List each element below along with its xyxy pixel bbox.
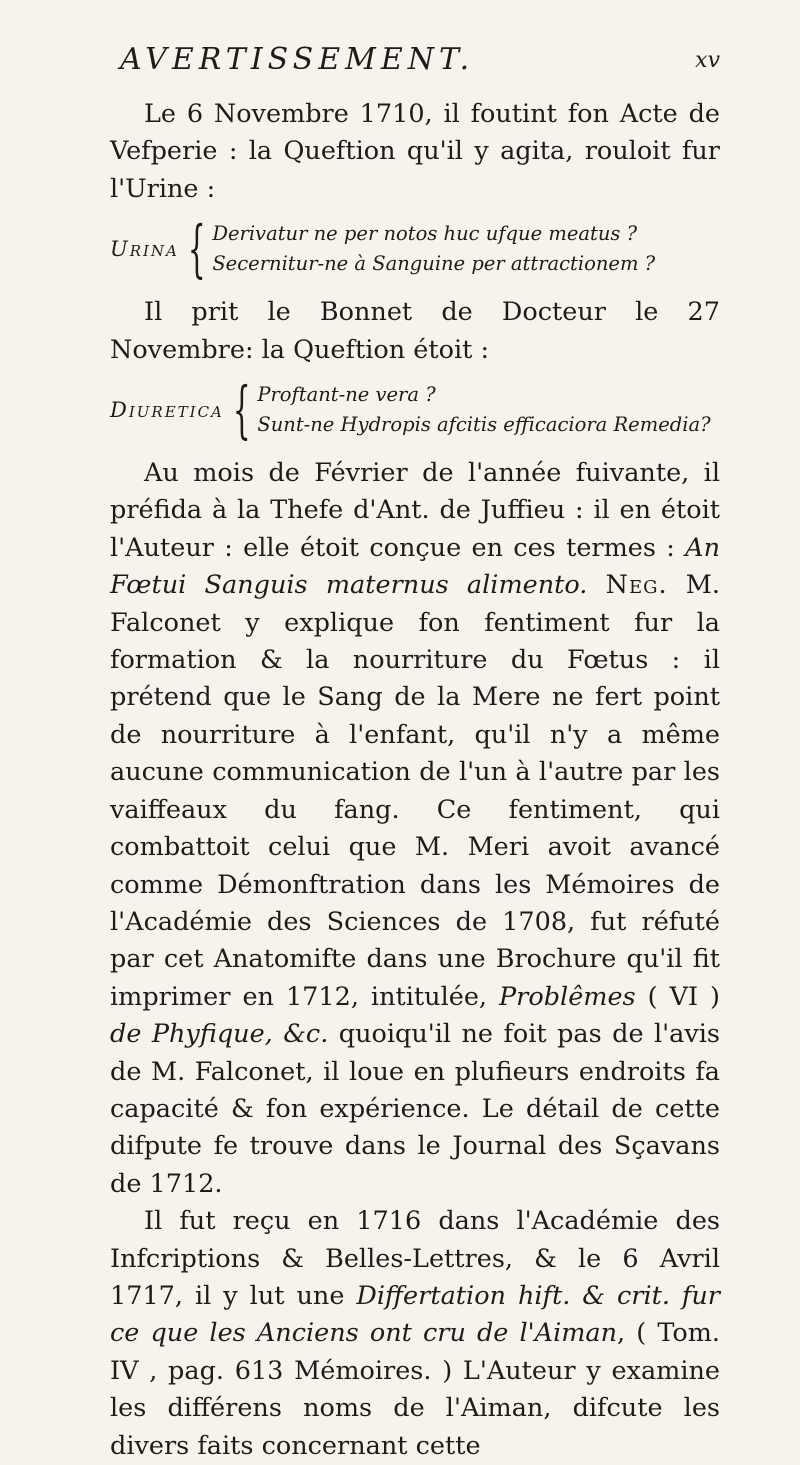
- question-line: Secernitur-ne à Sanguine per attractionem ?: [212, 252, 656, 276]
- question-line: Sunt-ne Hydropis afcitis efficaciora Remedia?: [257, 413, 711, 437]
- brace-lines: [212, 219, 655, 279]
- text-run: [587, 570, 605, 600]
- verdict: Neg.: [605, 570, 668, 601]
- page: [110, 42, 720, 1465]
- thesis-question-urina: [110, 212, 720, 286]
- text-run: quoiqu'il ne foit pas de l'avis de M. Falconet, il loue en plufieurs endroits fa capacité & fon expérience. Le détail de cette difpute fe trouve dans le Journal des Sçavans de 1712.: [110, 1019, 720, 1199]
- brace-label: Urina: [110, 237, 179, 262]
- question-line: Derivatur ne per notos huc ufque meatus ?: [212, 222, 638, 246]
- brace-lines: [257, 380, 710, 440]
- text-run: Au mois de Février de l'année fuivante, il préfida à la Thefe d'Ant. de Juffieu : il en étoit l'Auteur : elle étoit conçue en ces termes :: [110, 458, 720, 563]
- paragraph-3: [110, 455, 720, 1203]
- dissertation-title: Differtation hift. & crit. fur ce que les Anciens ont cru de l'Aiman: [110, 1280, 720, 1349]
- text-run: Il fut reçu en 1716 dans l'Académie des Infcriptions & Belles-Lettres, & le 6 Avril 1717, il y lut une: [110, 1206, 720, 1311]
- paragraph-4: [110, 1203, 720, 1465]
- book-title: Problêmes: [499, 981, 636, 1012]
- paragraph-2: Il prit le Bonnet de Docteur le 27 Novembre: la Queftion étoit :: [110, 297, 720, 365]
- running-header: [110, 42, 720, 96]
- text-run: ( VI ): [635, 981, 720, 1012]
- paragraph-1: Le 6 Novembre 1710, il foutint fon Acte de Vefperie : la Queftion qu'il y agita, rouloit fur l'Urine :: [110, 99, 720, 204]
- text-run: M. Falconet y explique fon fentiment fur la formation & la nourriture du Fœtus : il prétend que le Sang de la Mere ne fert point de nourriture à l'enfant, qu'il n'y a même aucune communication de l'un à l'autre par les vaiffeaux du fang. Ce fentiment, qui combattoit celui que M. Meri avoit avancé comme Démonftration dans les Mémoires de l'Académie des Sciences de 1708, fut réfuté par cet Anatomifte dans une Brochure qu'il fit imprimer en 1712, intitulée,: [110, 570, 721, 1012]
- page-number: xv: [695, 48, 720, 73]
- question-line: Proftant-ne vera ?: [257, 383, 436, 407]
- brace-label: Diuretica: [110, 398, 224, 423]
- thesis-question-diuretica: [110, 373, 720, 447]
- book-title: de Phyfique, &c.: [110, 1019, 329, 1050]
- text-run: , ( Tom. IV , pag. 613 Mémoires. ) L'Auteur y examine les différens noms de l'Aiman, difcute les divers faits concernant cette: [110, 1318, 720, 1461]
- thesis-title: An Fœtui Sanguis maternus alimento.: [110, 532, 720, 601]
- brace-icon: {: [232, 373, 251, 447]
- brace-icon: {: [187, 212, 206, 286]
- running-title: AVERTISSEMENT.: [120, 42, 475, 77]
